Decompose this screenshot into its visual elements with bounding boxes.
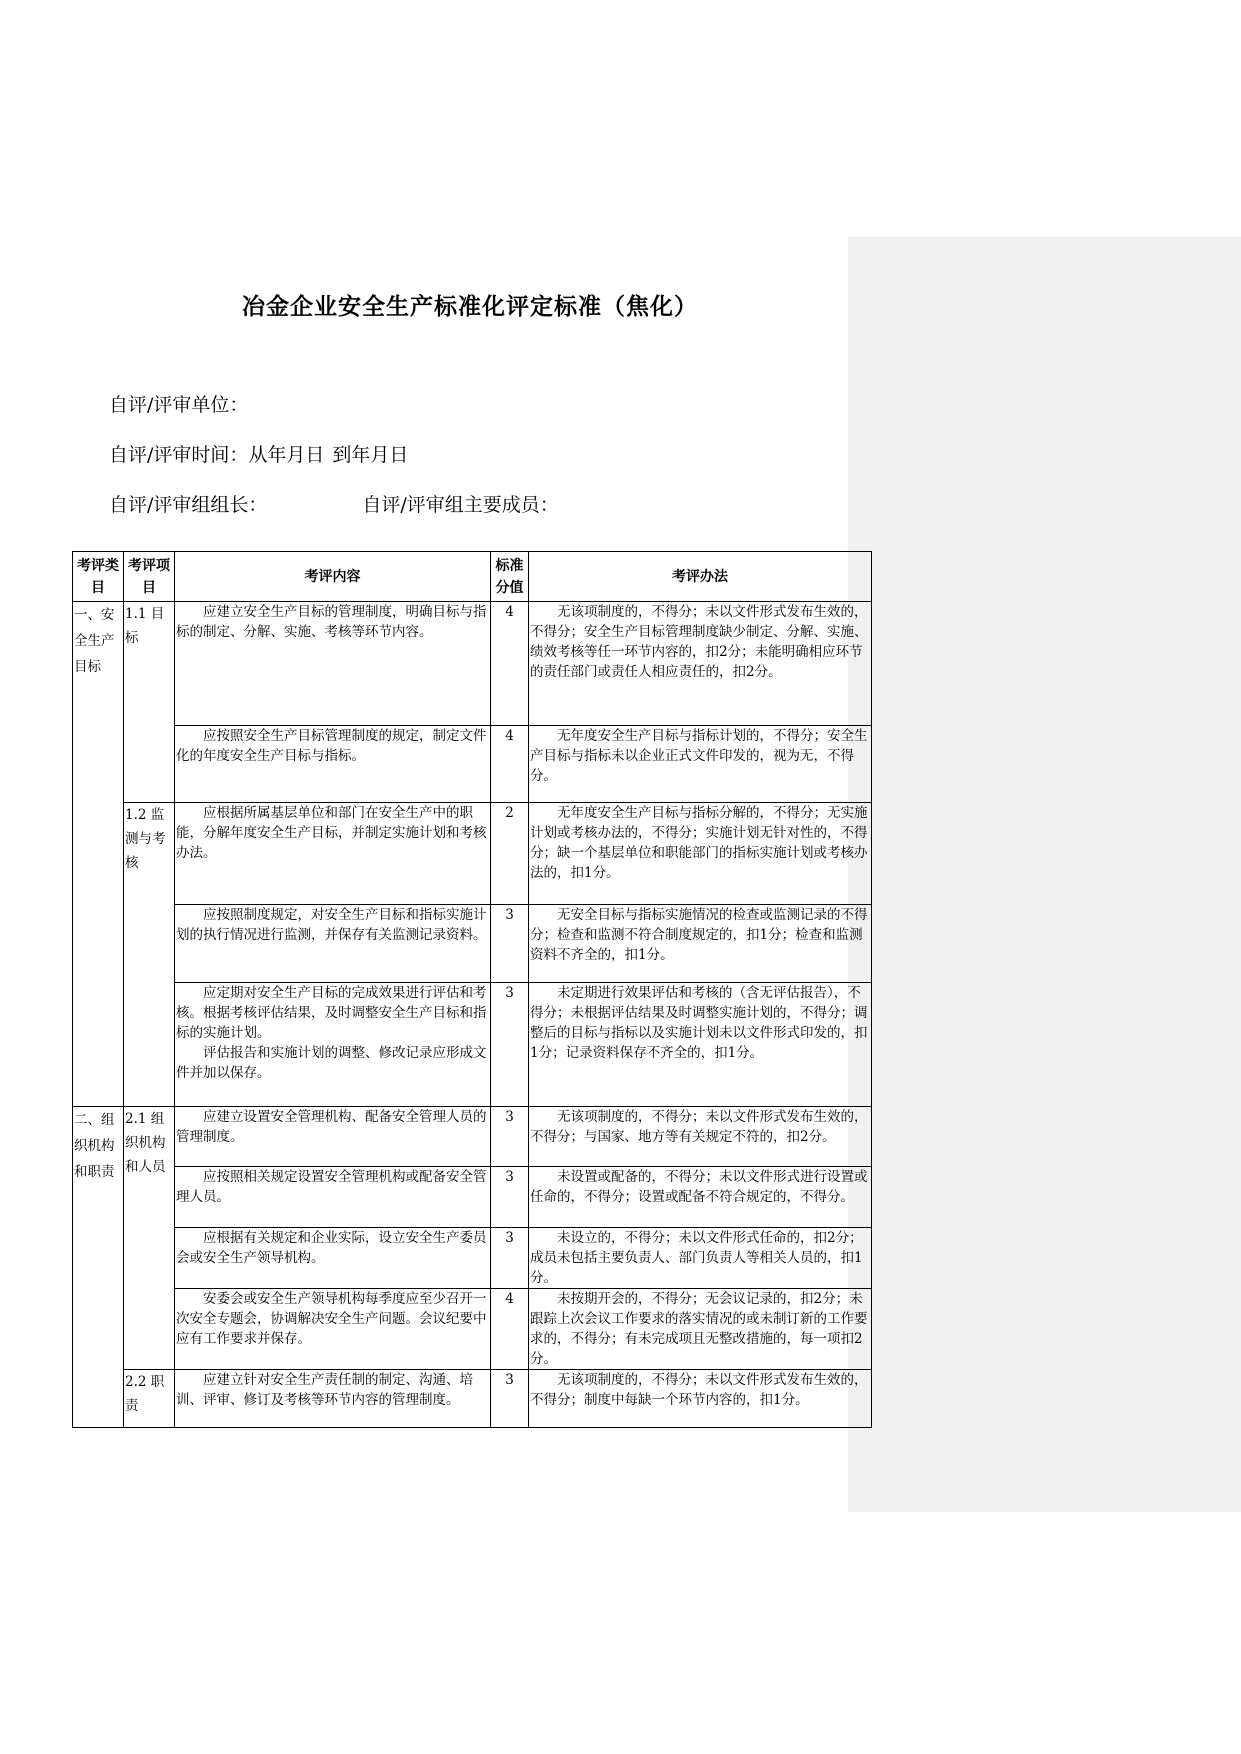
table-row	[73, 726, 872, 803]
method-text: 未按期开会的，不得分；无会议记录的，扣2分；未跟踪上次会议工作要求的落实情况的或未制订新的工作要求的，不得分；有未完成项且无整改措施的，每一项扣2分。	[530, 1291, 868, 1367]
score-cell: 3	[491, 1228, 529, 1289]
content-cell	[175, 803, 491, 905]
table-header-row	[73, 552, 872, 602]
unit-line	[109, 390, 248, 417]
content-cell	[175, 1370, 491, 1428]
score-cell: 3	[491, 1167, 529, 1228]
members-label: 自评/评审组主要成员：	[362, 494, 559, 516]
item-cell: 2.2 职责	[124, 1370, 175, 1428]
table-row	[73, 1228, 872, 1289]
header-category: 考评类目	[73, 552, 124, 602]
method-text: 未设立的，不得分；未以文件形式任命的，扣2分；成员未包括主要负责人、部门负责人等相关人员的，扣1分。	[530, 1230, 863, 1286]
time-label: 自评/评审时间：	[109, 444, 249, 466]
category-cell: 一、安全生产目标	[73, 602, 124, 1107]
method-cell	[529, 905, 872, 983]
method-text: 无该项制度的，不得分；未以文件形式发布生效的，不得分；与国家、地方等有关规定不符的，扣2分。	[530, 1109, 868, 1145]
content-text: 应根据有关规定和企业实际，设立安全生产委员会或安全生产领导机构。	[176, 1230, 487, 1266]
table-row	[73, 803, 872, 905]
header-score: 标准分值	[491, 552, 529, 602]
item-cell: 1.2 监测与考核	[124, 803, 175, 1107]
content-text: 应按照制度规定，对安全生产目标和指标实施计划的执行情况进行监测，并保存有关监测记录资料。	[176, 907, 487, 943]
content-text: 应建立安全生产目标的管理制度，明确目标与指标的制定、分解、实施、考核等环节内容。	[176, 604, 487, 640]
score-cell: 3	[491, 905, 529, 983]
method-cell	[529, 1370, 872, 1428]
score-cell: 4	[491, 602, 529, 726]
method-text: 无年度安全生产目标与指标计划的，不得分；安全生产目标与指标未以企业正式文件印发的，视为无，不得分。	[530, 728, 868, 784]
time-from: 从年月日	[248, 444, 325, 466]
leader-label: 自评/评审组组长：	[109, 494, 268, 516]
item-cell: 1.1 目标	[124, 602, 175, 803]
method-cell	[529, 1167, 872, 1228]
content-cell	[175, 1228, 491, 1289]
table-row	[73, 1167, 872, 1228]
document-title: 冶金企业安全生产标准化评定标准（焦化）	[242, 294, 698, 320]
table-row	[73, 905, 872, 983]
method-text: 无年度安全生产目标与指标分解的，不得分；无实施计划或考核办法的，不得分；实施计划无针对性的，不得分；缺一个基层单位和职能部门的指标实施计划或考核办法的，扣1分。	[530, 805, 868, 881]
time-line	[109, 440, 408, 467]
table-row	[73, 983, 872, 1107]
content-text: 应按照安全生产目标管理制度的规定，制定文件化的年度安全生产目标与指标。	[176, 728, 487, 764]
content-text: 安委会或安全生产领导机构每季度应至少召开一次安全专题会，协调解决安全生产问题。会议纪要中应有工作要求并保存。	[176, 1291, 487, 1347]
time-to: 到年月日	[332, 444, 409, 466]
score-cell: 4	[491, 726, 529, 803]
method-cell	[529, 983, 872, 1107]
content-cell	[175, 602, 491, 726]
score-cell: 3	[491, 1107, 529, 1167]
method-text: 未定期进行效果评估和考核的（含无评估报告），不得分；未根据评估结果及时调整实施计划的，不得分；调整后的目标与指标以及实施计划未以文件形式印发的，扣1分；记录资料保存不齐全的，扣1分。	[530, 985, 868, 1061]
method-cell	[529, 602, 872, 726]
score-cell: 3	[491, 983, 529, 1107]
header-method: 考评办法	[529, 552, 872, 602]
method-cell	[529, 1289, 872, 1370]
content-text: 应建立针对安全生产责任制的制定、沟通、培训、评审、修订及考核等环节内容的管理制度。	[176, 1372, 473, 1408]
table-row	[73, 602, 872, 726]
unit-label: 自评/评审单位：	[109, 394, 249, 416]
content-cell	[175, 983, 491, 1107]
method-text: 未设置或配备的，不得分；未以文件形式进行设置或任命的，不得分；设置或配备不符合规定的，不得分。	[530, 1169, 868, 1205]
score-cell: 2	[491, 803, 529, 905]
score-cell: 4	[491, 1289, 529, 1370]
content-text: 应建立设置安全管理机构、配备安全管理人员的管理制度。	[176, 1109, 487, 1145]
evaluation-table	[72, 551, 872, 1428]
header-content: 考评内容	[175, 552, 491, 602]
method-text: 无安全目标与指标实施情况的检查或监测记录的不得分；检查和监测不符合制度规定的，扣1分；检查和监测资料不齐全的，扣1分。	[530, 907, 868, 963]
content-cell	[175, 726, 491, 803]
header-item: 考评项目	[124, 552, 175, 602]
method-cell	[529, 1228, 872, 1289]
item-cell: 2.1 组织机构和人员	[124, 1107, 175, 1370]
content-text: 应按照相关规定设置安全管理机构或配备安全管理人员。	[176, 1169, 487, 1205]
content-cell	[175, 1107, 491, 1167]
content-text: 应根据所属基层单位和部门在安全生产中的职能，分解年度安全生产目标，并制定实施计划和考核办法。	[176, 805, 487, 861]
method-text: 无该项制度的，不得分；未以文件形式发布生效的，不得分；制度中每缺一个环节内容的，扣1分。	[530, 1372, 868, 1408]
content-text-2: 评估报告和实施计划的调整、修改记录应形成文件并加以保存。	[176, 1045, 487, 1081]
method-text: 无该项制度的，不得分；未以文件形式发布生效的，不得分；安全生产目标管理制度缺少制定、分解、实施、绩效考核等任一环节内容的，扣2分；未能明确相应环节的责任部门或责任人相应责任的，扣2分。	[530, 604, 868, 680]
category-cell: 二、组织机构和职责	[73, 1107, 124, 1428]
method-cell	[529, 726, 872, 803]
score-cell: 3	[491, 1370, 529, 1428]
method-cell	[529, 803, 872, 905]
table-row	[73, 1289, 872, 1370]
content-cell	[175, 1289, 491, 1370]
content-cell	[175, 905, 491, 983]
comment-margin-pane	[848, 237, 1241, 1512]
method-cell	[529, 1107, 872, 1167]
table-row	[73, 1370, 872, 1428]
content-text: 应定期对安全生产目标的完成效果进行评估和考核。根据考核评估结果，及时调整安全生产目标和指标的实施计划。	[176, 985, 487, 1041]
leader-line	[109, 490, 559, 517]
table-row	[73, 1107, 872, 1167]
content-cell	[175, 1167, 491, 1228]
